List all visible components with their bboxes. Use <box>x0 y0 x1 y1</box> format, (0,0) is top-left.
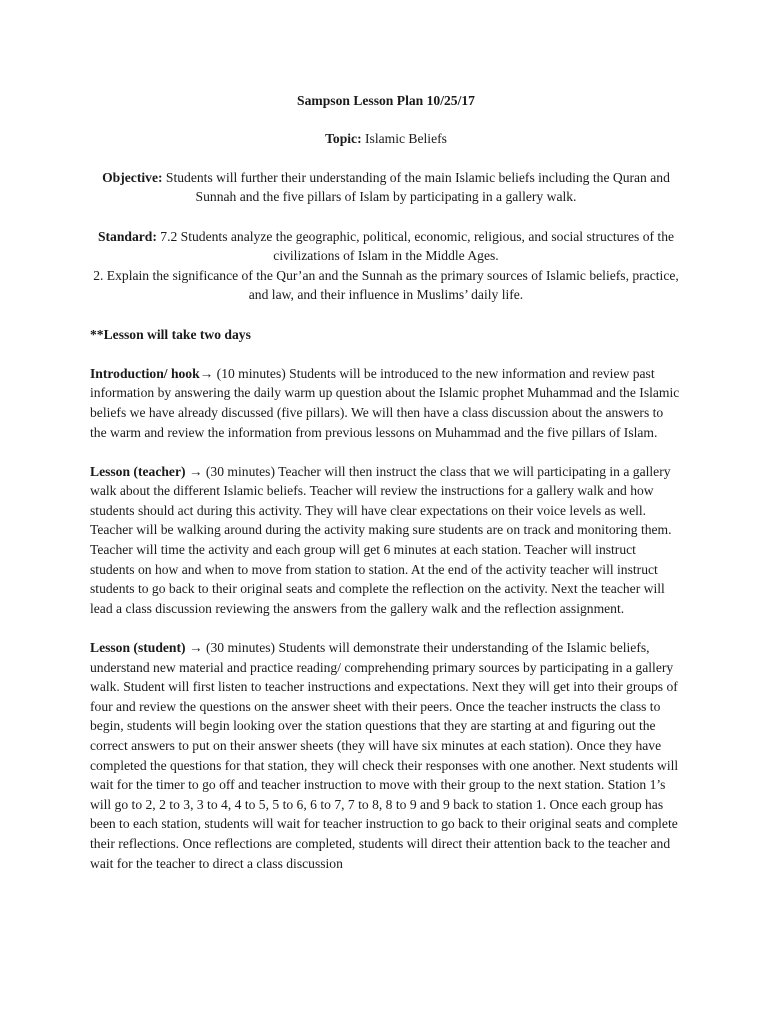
document-content <box>90 91 682 873</box>
lesson-student-label: Lesson (student) <box>90 640 186 656</box>
standard-paragraph <box>90 227 682 266</box>
lesson-student-paragraph <box>90 638 682 873</box>
objective-label: Objective: <box>102 169 163 185</box>
standard-block <box>90 227 682 305</box>
lesson-teacher-paragraph <box>90 462 682 619</box>
lesson-duration-note: **Lesson will take two days <box>90 326 251 342</box>
topic-text: Islamic Beliefs <box>365 130 447 146</box>
standard-label: Standard: <box>97 228 157 244</box>
lesson-teacher-text: → (30 minutes) Teacher will then instruct the class that we will participating in a gallery walk about the different Islamic beliefs. Teacher will review the instructions for a gallery walk and how students should act during this activity. They will have clear expectations on their voice levels as well. Teacher will be walking around during the activity making sure students are on track and monitoring them. Teacher will time the activity and each group will get 6 minutes at each station. Teacher will instruct students on how and when to move from station to station. At the end of the activity teacher will instruct students to go back to their original seats and complete the reflection on the activity. Next the teacher will lead a class discussion reviewing the answers from the gallery walk and the reflection assignment. <box>90 463 672 616</box>
objective-paragraph <box>90 168 682 207</box>
lesson-teacher-label: Lesson (teacher) <box>90 463 186 479</box>
introduction-text: (10 minutes) Students will be introduced to the new information and review past information by answering the daily warm up question about the Islamic prophet Muhammad and the Islamic beliefs we have already discussed (five pillars). We will then have a class discussion about the answers to the warm and review the information from previous lessons on Muhammad and the five pillars of Islam. <box>90 365 680 440</box>
introduction-label: Introduction/ hook→ <box>90 365 214 381</box>
topic-line <box>90 129 682 149</box>
document-title: Sampson Lesson Plan 10/25/17 <box>297 93 475 108</box>
standard-text: 7.2 Students analyze the geographic, political, economic, religious, and social structures of the civilizations of Islam in the Middle Ages. <box>160 228 675 264</box>
lesson-student-text: → (30 minutes) Students will demonstrate their understanding of the Islamic beliefs, understand new material and practice reading/ comprehending primary sources by participating in a gallery walk. Student will first listen to teacher instructions and expectations. Next they will get into their groups of four and review the questions on the answer sheet with their peers. Once the teacher instructs the class to begin, students will begin looking over the station questions that they are starting at and figuring out the correct answers to put on their answer sheets (they will have six minutes at each station). Once they have completed the questions for that station, they will check their responses with one another. Next students will wait for the timer to go off and teacher instruction to move with their group to the next station. Station 1’s will go to 2, 2 to 3, 3 to 4, 4 to 5, 5 to 6, 6 to 7, 7 to 8, 8 to 9 and 9 back to station 1. Once each group has been to each station, students will wait for teacher instruction to go back to their original seats and complete their reflections. Once reflections are completed, students will direct their attention back to the teacher and wait for the teacher to direct a class discussion <box>90 640 679 871</box>
introduction-paragraph <box>90 364 682 442</box>
standard-sub-paragraph: 2. Explain the significance of the Qur’an and the Sunnah as the primary sources of Islamic beliefs, practice, and law, and their influence in Muslims’ daily life. <box>93 267 679 303</box>
objective-text: Students will further their understanding of the main Islamic beliefs including the Quran and Sunnah and the five pillars of Islam by participating in a gallery walk. <box>165 169 670 205</box>
topic-label: Topic: <box>325 130 362 146</box>
